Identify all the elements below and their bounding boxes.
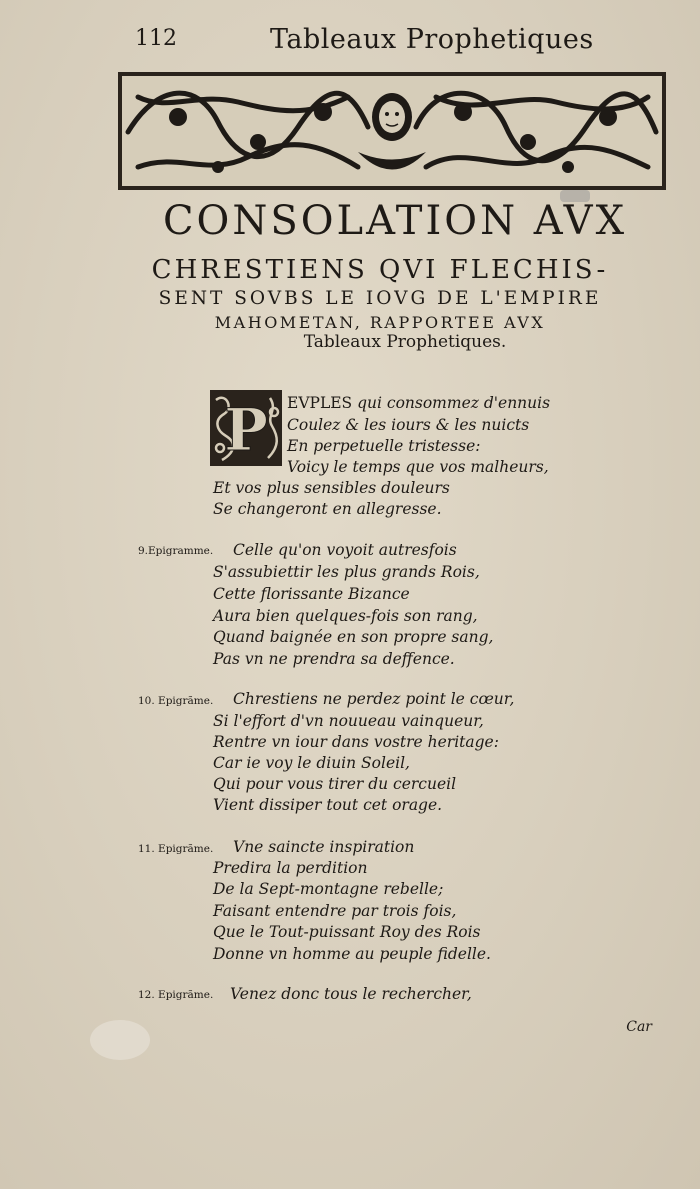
stanza2-line-2: S'assubiettir les plus grands Rois, bbox=[213, 563, 480, 581]
floral-headpiece bbox=[118, 72, 666, 190]
title-line-2: CHRESTIENS QVI FLECHIS- bbox=[151, 255, 609, 285]
stanza5-line-1: Venez donc tous le rechercher, bbox=[230, 985, 472, 1003]
stanza2-line-5: Quand baignée en son propre sang, bbox=[213, 628, 494, 646]
epigram-label-12: 12. Epigrãme. bbox=[138, 989, 214, 1001]
stanza1-line-1 bbox=[287, 394, 550, 412]
stanza3-line-5: Qui pour vous tirer du cercueil bbox=[213, 775, 457, 793]
smallcaps-word: EVPLES bbox=[287, 394, 353, 412]
paper-stain bbox=[90, 1020, 150, 1060]
stanza4-line-5: Que le Tout-puissant Roy des Rois bbox=[213, 923, 481, 941]
stanza4-line-3: De la Sept-montagne rebelle; bbox=[213, 880, 444, 898]
title-line-5: Tableaux Prophetiques. bbox=[303, 332, 507, 352]
page-number: 112 bbox=[135, 26, 177, 51]
stanza3-line-3: Rentre vn iour dans vostre heritage: bbox=[213, 733, 499, 751]
stanza2-line-3: Cette florissante Bizance bbox=[213, 585, 410, 603]
stanza1-line-5: Et vos plus sensibles douleurs bbox=[213, 479, 450, 497]
stanza1-line-1-text: qui consommez d'ennuis bbox=[357, 394, 551, 412]
stanza1-line-2: Coulez & les iours & les nuicts bbox=[287, 416, 530, 434]
stanza2-line-4: Aura bien quelques-fois son rang, bbox=[213, 607, 478, 625]
stanza3-line-1: Chrestiens ne perdez point le cœur, bbox=[233, 690, 515, 708]
stanza3-line-4: Car ie voy le diuin Soleil, bbox=[213, 754, 410, 772]
epigram-label-10: 10. Epigrãme. bbox=[138, 695, 214, 707]
dropcap-ornament bbox=[210, 390, 282, 466]
epigram-label-11: 11. Epigrãme. bbox=[138, 843, 214, 855]
title-line-4: MAHOMETAN, RAPPORTEE AVX bbox=[214, 313, 546, 332]
title-line-3: SENT SOVBS LE IOVG DE L'EMPIRE bbox=[158, 288, 602, 309]
stanza2-line-6: Pas vn ne prendra sa deffence. bbox=[213, 650, 455, 668]
stanza1-line-3: En perpetuelle tristesse: bbox=[287, 437, 481, 455]
stanza1-line-6: Se changeront en allegresse. bbox=[213, 500, 442, 518]
stanza4-line-4: Faisant entendre par trois fois, bbox=[213, 902, 457, 920]
stanza4-line-2: Predira la perdition bbox=[213, 859, 368, 877]
stanza3-line-2: Si l'effort d'vn nouueau vainqueur, bbox=[213, 712, 484, 730]
stanza4-line-1: Vne saincte inspiration bbox=[233, 838, 415, 856]
stanza2-line-1: Celle qu'on voyoit autresfois bbox=[233, 541, 457, 559]
title-line-1: CONSOLATION AVX bbox=[162, 198, 628, 244]
epigram-label-9: 9.Epigramme. bbox=[138, 545, 214, 557]
stanza1-line-4: Voicy le temps que vos malheurs, bbox=[287, 458, 549, 476]
running-title: Tableaux Prophetiques bbox=[270, 24, 594, 55]
catchword: Car bbox=[626, 1019, 652, 1035]
stanza3-line-6: Vient dissiper tout cet orage. bbox=[213, 796, 443, 814]
stanza4-line-6: Donne vn homme au peuple fidelle. bbox=[213, 945, 491, 963]
svg-text:P: P bbox=[224, 396, 268, 464]
